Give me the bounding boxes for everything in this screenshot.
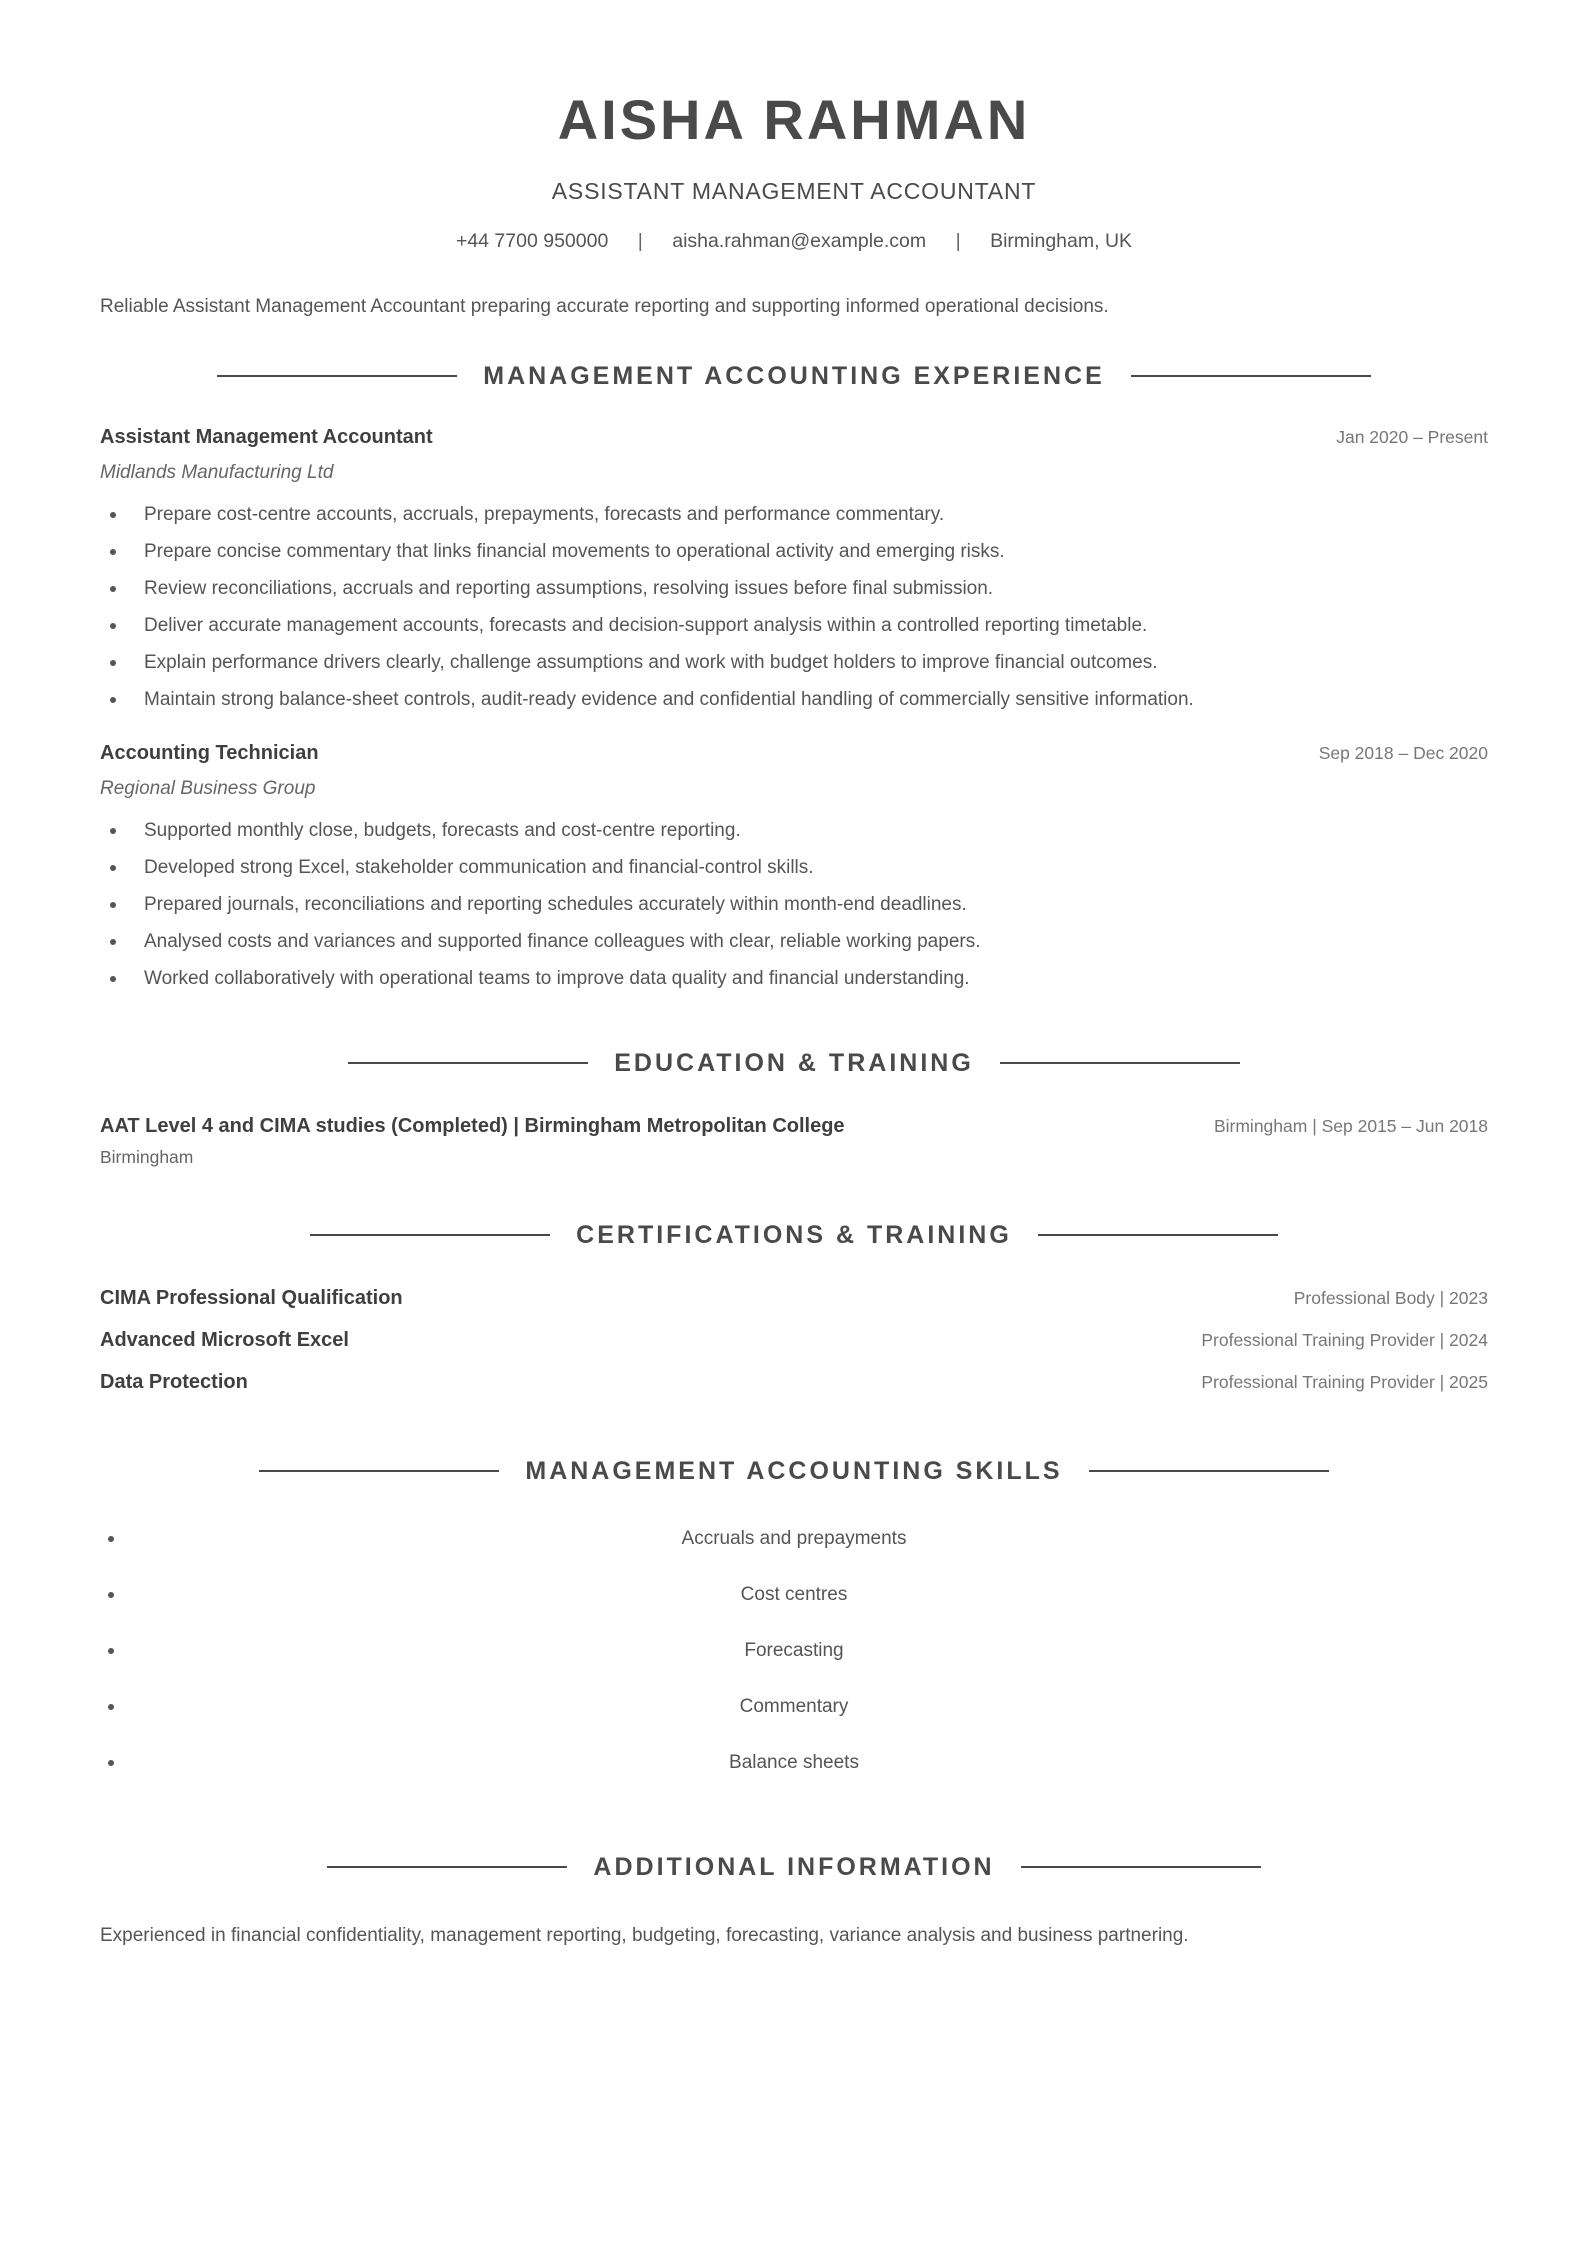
heading-rule-right	[1089, 1470, 1329, 1472]
job-bullet: Supported monthly close, budgets, forecasts and cost-centre reporting.	[100, 812, 1488, 849]
certification-meta: Professional Body | 2023	[1293, 1288, 1488, 1308]
job-title: Accounting Technician	[100, 742, 319, 764]
contact-separator: |	[637, 230, 643, 252]
job-title: Assistant Management Accountant	[100, 426, 433, 448]
heading-rule-right	[1038, 1234, 1278, 1236]
job-header	[100, 424, 1488, 450]
skills-list	[100, 1511, 1488, 1791]
certification-name: Advanced Microsoft Excel	[100, 1329, 349, 1351]
job-bullet: Prepared journals, reconciliations and reporting schedules accurately within month-end deadlines.	[100, 886, 1488, 923]
job-bullet: Prepare concise commentary that links financial movements to operational activity and emerging risks.	[100, 533, 1488, 570]
heading-rule-right	[1131, 375, 1371, 377]
company-name: Regional Business Group	[100, 778, 316, 799]
section-heading-education	[100, 1047, 1488, 1079]
section-title: EDUCATION & TRAINING	[614, 1049, 974, 1077]
job-entry	[100, 740, 1488, 997]
skill-item: Forecasting	[100, 1623, 1488, 1679]
education-title: AAT Level 4 and CIMA studies (Completed) | Birmingham Metropolitan College	[100, 1115, 845, 1137]
section-title: CERTIFICATIONS & TRAINING	[576, 1221, 1012, 1249]
education-location: Birmingham	[100, 1147, 194, 1167]
email-address: aisha.rahman@example.com	[672, 230, 927, 252]
skill-item: Balance sheets	[100, 1735, 1488, 1791]
certification-meta: Professional Training Provider | 2024	[1201, 1330, 1488, 1350]
job-bullet: Prepare cost-centre accounts, accruals, prepayments, forecasts and performance commentary.	[100, 496, 1488, 533]
heading-rule-right	[1000, 1062, 1240, 1064]
section-heading-experience	[100, 360, 1488, 392]
job-bullet: Deliver accurate management accounts, forecasts and decision-support analysis within a controlled reporting timetable.	[100, 607, 1488, 644]
certification-name: CIMA Professional Qualification	[100, 1287, 403, 1309]
heading-rule-left	[217, 375, 457, 377]
job-bullet: Explain performance drivers clearly, challenge assumptions and work with budget holders to improve financial outcomes.	[100, 644, 1488, 681]
job-entry	[100, 424, 1488, 718]
heading-rule-left	[348, 1062, 588, 1064]
skill-item: Commentary	[100, 1679, 1488, 1735]
section-heading-certifications	[100, 1219, 1488, 1251]
job-bullet: Worked collaboratively with operational teams to improve data quality and financial understanding.	[100, 960, 1488, 997]
certification-list	[100, 1285, 1488, 1411]
section-title: MANAGEMENT ACCOUNTING SKILLS	[525, 1457, 1063, 1485]
candidate-title: ASSISTANT MANAGEMENT ACCOUNTANT	[551, 178, 1037, 204]
job-header	[100, 740, 1488, 766]
certification-item	[100, 1327, 1488, 1369]
certification-item	[100, 1369, 1488, 1411]
job-bullet: Maintain strong balance-sheet controls, audit-ready evidence and confidential handling of commercially sensitive information.	[100, 681, 1488, 718]
skill-item: Cost centres	[100, 1567, 1488, 1623]
additional-info-text: Experienced in financial confidentiality, management reporting, budgeting, forecasting, variance analysis and business partnering.	[100, 1925, 1189, 1946]
heading-rule-right	[1021, 1866, 1261, 1868]
section-heading-additional	[100, 1851, 1488, 1883]
education-entry	[100, 1113, 1488, 1169]
candidate-name: AISHA RAHMAN	[557, 88, 1031, 151]
section-heading-skills	[100, 1455, 1488, 1487]
certification-item	[100, 1285, 1488, 1327]
job-dates: Sep 2018 – Dec 2020	[1318, 743, 1488, 763]
contact-separator: |	[955, 230, 961, 252]
heading-rule-left	[310, 1234, 550, 1236]
job-bullet: Developed strong Excel, stakeholder communication and financial-control skills.	[100, 849, 1488, 886]
heading-rule-left	[327, 1866, 567, 1868]
education-meta: Birmingham | Sep 2015 – Jun 2018	[1213, 1116, 1488, 1136]
job-bullet: Analysed costs and variances and supported finance colleagues with clear, reliable working papers.	[100, 923, 1488, 960]
phone-number: +44 7700 950000	[455, 230, 609, 252]
education-header	[100, 1113, 1488, 1139]
location: Birmingham, UK	[990, 230, 1133, 252]
job-dates: Jan 2020 – Present	[1336, 427, 1488, 447]
skill-item: Accruals and prepayments	[100, 1511, 1488, 1567]
profile-summary: Reliable Assistant Management Accountant preparing accurate reporting and supporting informed operational decisions.	[100, 296, 1109, 317]
section-title: ADDITIONAL INFORMATION	[593, 1853, 995, 1881]
certification-meta: Professional Training Provider | 2025	[1201, 1372, 1488, 1392]
certification-name: Data Protection	[100, 1371, 248, 1393]
job-bullet: Review reconciliations, accruals and reporting assumptions, resolving issues before final submission.	[100, 570, 1488, 607]
company-name: Midlands Manufacturing Ltd	[100, 462, 334, 483]
section-title: MANAGEMENT ACCOUNTING EXPERIENCE	[483, 362, 1105, 390]
heading-rule-left	[259, 1470, 499, 1472]
contact-line	[100, 228, 1488, 254]
job-bullets	[100, 496, 1488, 718]
job-bullets	[100, 812, 1488, 997]
